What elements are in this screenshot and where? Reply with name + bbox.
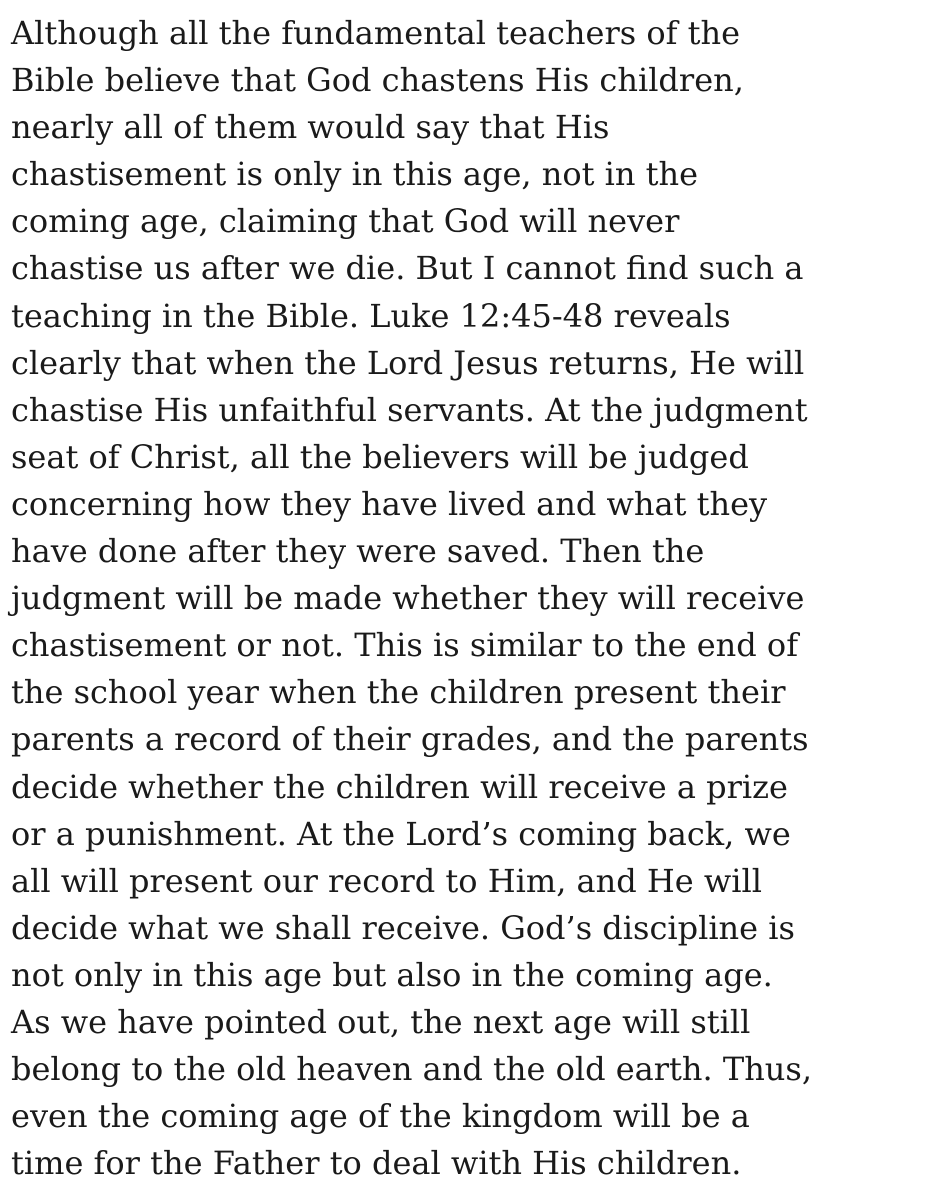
text-line-23: belong to the old heaven and the old earth. Thus, bbox=[11, 1050, 812, 1089]
text-line-12: have done after they were saved. Then the bbox=[11, 532, 705, 571]
text-line-6: chastise us after we die. But I cannot find such a bbox=[11, 249, 804, 288]
text-line-1: Although all the fundamental teachers of the bbox=[11, 14, 741, 52]
text-line-8: clearly that when the Lord Jesus returns, He will bbox=[11, 343, 805, 382]
text-line-24: even the coming age of the kingdom will be a bbox=[11, 1097, 750, 1136]
text-line-5: coming age, claiming that God will never bbox=[11, 202, 680, 241]
text-line-16: parents a record of their grades, and the parents bbox=[11, 720, 809, 759]
text-line-15: the school year when the children present their bbox=[11, 673, 786, 712]
text-line-19: all will present our record to Him, and He will bbox=[11, 861, 762, 900]
text-line-25: time for the Father to deal with His children. bbox=[11, 1144, 742, 1183]
body-paragraph bbox=[11, 10, 937, 1187]
text-line-4: chastisement is only in this age, not in the bbox=[11, 155, 699, 194]
text-line-17: decide whether the children will receive a prize bbox=[11, 767, 788, 806]
text-line-2: Bible believe that God chastens His children, bbox=[11, 61, 744, 100]
text-line-18: or a punishment. At the Lord’s coming back, we bbox=[11, 814, 791, 853]
text-line-9: chastise His unfaithful servants. At the judgment bbox=[11, 390, 808, 429]
text-line-10: seat of Christ, all the believers will be judged bbox=[11, 437, 749, 476]
text-line-20: decide what we shall receive. God’s discipline is bbox=[11, 908, 795, 947]
text-line-11: concerning how they have lived and what they bbox=[11, 484, 768, 523]
text-line-7: teaching in the Bible. Luke 12:45-48 reveals bbox=[11, 296, 731, 335]
text-line-21: not only in this age but also in the coming age. bbox=[11, 955, 773, 994]
text-line-13: judgment will be made whether they will receive bbox=[11, 579, 805, 618]
text-line-22: As we have pointed out, the next age will still bbox=[11, 1002, 751, 1041]
text-line-14: chastisement or not. This is similar to the end of bbox=[11, 626, 799, 665]
text-line-3: nearly all of them would say that His bbox=[11, 108, 610, 147]
